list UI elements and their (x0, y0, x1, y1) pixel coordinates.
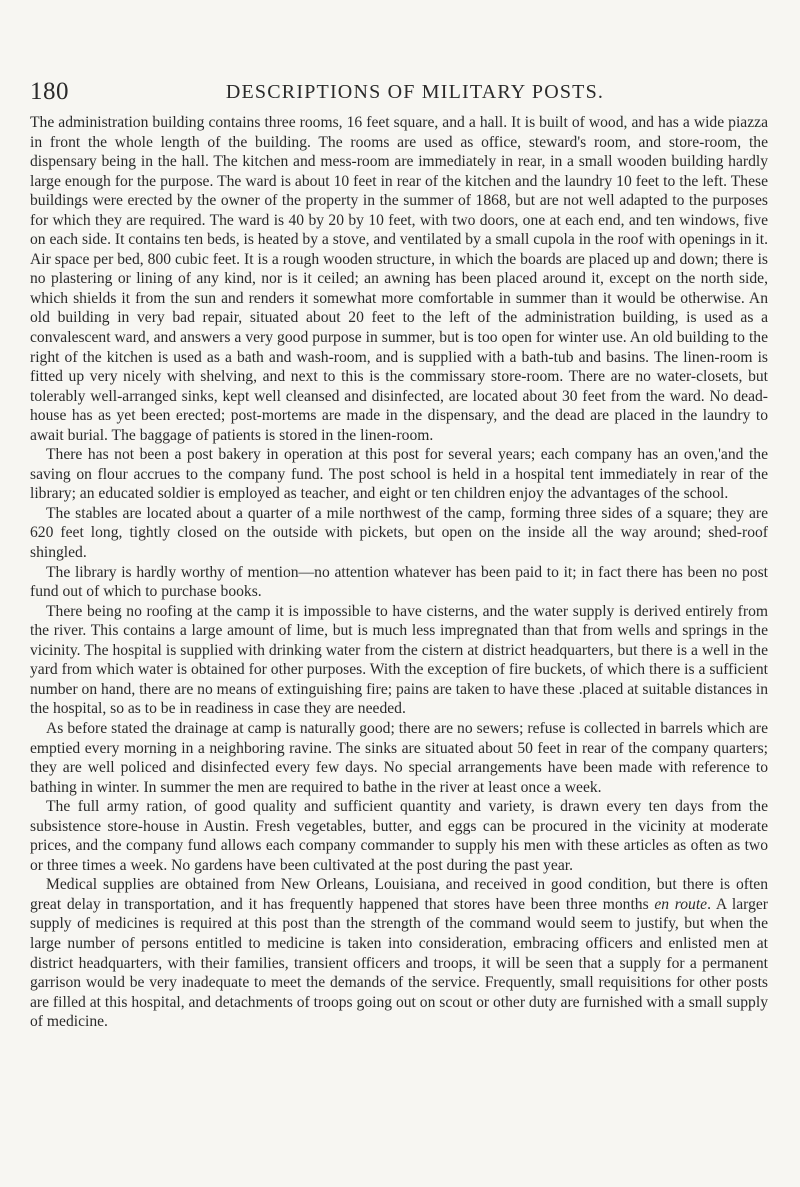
page-header (30, 78, 770, 108)
body-text (30, 113, 768, 1032)
paragraph-water-supply: There being no roofing at the camp it is impossible to have cisterns, and the water supply is derived entirely from the river. This contains a large amount of lime, but is much less impregnated than that from wells and springs in the vicinity. The hospital is supplied with drinking water from the cistern at district headquarters, but there is a well in the yard from which water is obtained for other purposes. With the exception of fire buckets, of which there is a sufficient number on hand, there are no means of extinguishing fire; pains are taken to have these .placed at suitable distances in the hospital, so as to be in readiness in case they are needed. (30, 602, 768, 718)
paragraph-library: The library is hardly worthy of mention—no attention whatever has been paid to it; in fact there has been no post fund out of which to purchase books. (30, 563, 768, 601)
paragraph-stables: The stables are located about a quarter of a mile northwest of the camp, forming three sides of a square; they are 620 feet long, tightly closed on the outside with pickets, but open on the inside all the way around; shed-roof shingled. (30, 504, 768, 562)
paragraph-rations: The full army ration, of good quality and sufficient quantity and variety, is drawn every ten days from the subsistence store-house in Austin. Fresh vegetables, butter, and eggs can be procured in the vicinity at moderate prices, and the company fund allows each company commander to supply his men with these articles as often as two or three times a week. No gardens have been cultivated at the post during the past year. (30, 798, 768, 874)
paragraph-drainage: As before stated the drainage at camp is naturally good; there are no sewers; refuse is collected in barrels which are emptied every morning in a neighboring ravine. The sinks are situated about 50 feet in rear of the company quarters; they are well policed and disinfected every few days. No special arrangements have been made with reference to bathing in winter. In summer the men are required to bathe in the river at least once a week. (30, 719, 768, 796)
paragraph-medical-supplies: Medical supplies are obtained from New Orleans, Louisiana, and received in good condition, but there is often great delay in transportation, and it has frequently happened that stores have been three months en route. A larger supply of medicines is required at this post than the strength of the command would seem to justify, but when the large number of persons entitled to medicine is taken into consideration, embracing officers and enlisted men at district headquarters, with their families, transient officers and troops, it will be seen that a supply for a permanent garrison would be very inadequate to meet the demands of the service. Frequently, small requisitions for other posts are filled at this hospital, and detachments of troops going out on scout or other duty are furnished with a small supply of medicine. (30, 876, 768, 1031)
paragraph-administration-building: The administration building contains three rooms, 16 feet square, and a hall. It is built of wood, and has a wide piazza in front the whole length of the building. The rooms are used as office, steward's room, and store-room, the dispensary being in the hall. The kitchen and mess-room are immediately in rear, in a small wooden building hardly large enough for the purpose. The ward is about 10 feet in rear of the kitchen and the laundry 10 feet to the left. These buildings were erected by the owner of the property in the summer of 1868, but are not well adapted to the purposes for which they are required. The ward is 40 by 20 by 10 feet, with two doors, one at each end, and ten windows, five on each side. It contains ten beds, is heated by a stove, and ventilated by a small cupola in the roof with openings in it. Air space per bed, 800 cubic feet. It is a rough wooden structure, in which the boards are placed up and down; there is no plastering or lining of any kind, nor is it ceiled; an awning has been placed around it, except on the north side, which shields it from the sun and renders it somewhat more comfortable in summer than it would be otherwise. An old building in very bad repair, situated about 20 feet to the left of the administration building, is used as a convalescent ward, and answers a very good purpose in summer, but is too open for winter use. An old building to the right of the kitchen is used as a bath and wash-room, and is supplied with a bath-tub and basins. The linen-room is fitted up very nicely with shelving, and next to this is the commissary store-room. There are no water-closets, but tolerably well-arranged sinks, kept well cleansed and disinfected, are located about 30 feet from the ward. No dead-house has as yet been erected; post-mortems are made in the dispensary, and the dead are placed in the laundry to await burial. The baggage of patients is stored in the linen-room. (30, 114, 768, 444)
running-head: DESCRIPTIONS OF MILITARY POSTS. (225, 81, 605, 103)
paragraph-bakery-school: There has not been a post bakery in operation at this post for several years; each company has an oven,'and the saving on flour accrues to the company fund. The post school is held in a hospital tent immediately in rear of the library; an educated soldier is employed as teacher, and eight or ten children enjoy the advantages of the school. (30, 446, 768, 503)
page-number: 180 (30, 78, 69, 105)
